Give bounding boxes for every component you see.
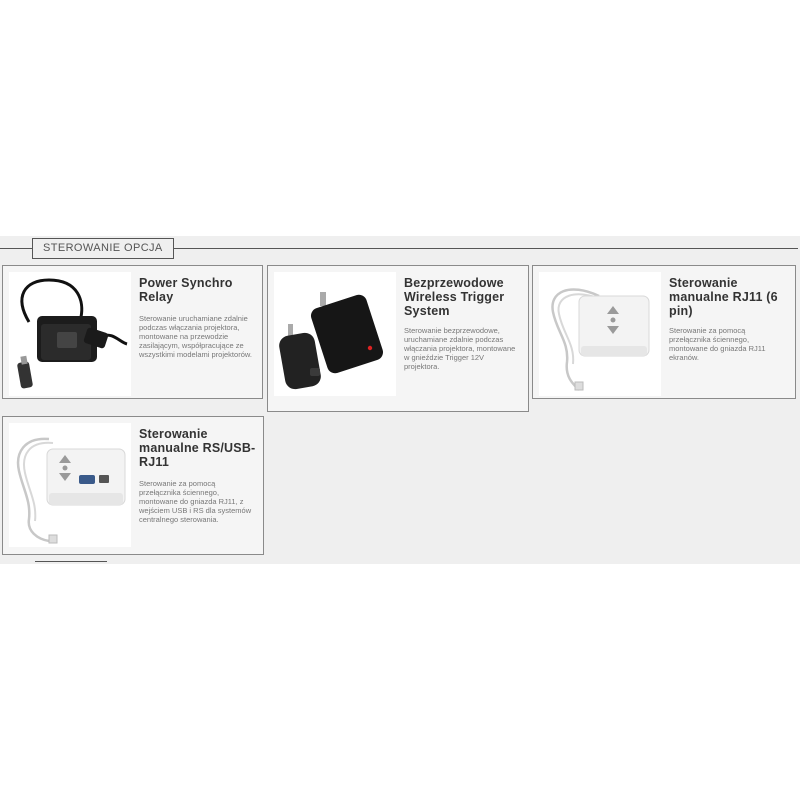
product-description: Sterowanie za pomocą przełącznika ściennego, montowane do gniazda RJ11, z wejściem USB i RS dla systemów centralnego sterowania.: [139, 479, 252, 524]
partial-tab-edge: [35, 561, 107, 565]
product-image-manual-rs-usb[interactable]: [9, 423, 131, 547]
product-image-wireless-trigger[interactable]: [274, 272, 396, 396]
section-tab-sterowanie-opcja[interactable]: STEROWANIE OPCJA: [32, 238, 174, 259]
product-card-power-synchro-relay[interactable]: [2, 265, 263, 399]
product-image-manual-rj11[interactable]: [539, 272, 661, 396]
product-card-manual-rs-usb-rj11[interactable]: [2, 416, 264, 555]
product-title[interactable]: Power Synchro Relay: [139, 276, 233, 304]
product-card-wireless-trigger[interactable]: [267, 265, 529, 412]
product-image-power-relay[interactable]: [9, 272, 131, 396]
product-description: Sterowanie za pomocą przełącznika ściennego, montowane do gniazda RJ11 ekranów.: [669, 326, 766, 362]
product-card-manual-rj11[interactable]: [532, 265, 796, 399]
product-description: Sterowanie uruchamiane zdalnie podczas włączania projektora, montowane na przewodzie zasilającym, współpracujące ze wszystkimi modelami projektorów.: [139, 314, 252, 359]
product-description: Sterowanie bezprzewodowe, uruchamiane zdalnie podczas włączania projektora, montowane w gnieździe Trigger 12V projektora.: [404, 326, 516, 371]
product-title[interactable]: Sterowanie manualne RS/USB-RJ11: [139, 427, 256, 469]
product-title[interactable]: Sterowanie manualne RJ11 (6 pin): [669, 276, 778, 318]
product-title[interactable]: Bezprzewodowe Wireless Trigger System: [404, 276, 505, 318]
